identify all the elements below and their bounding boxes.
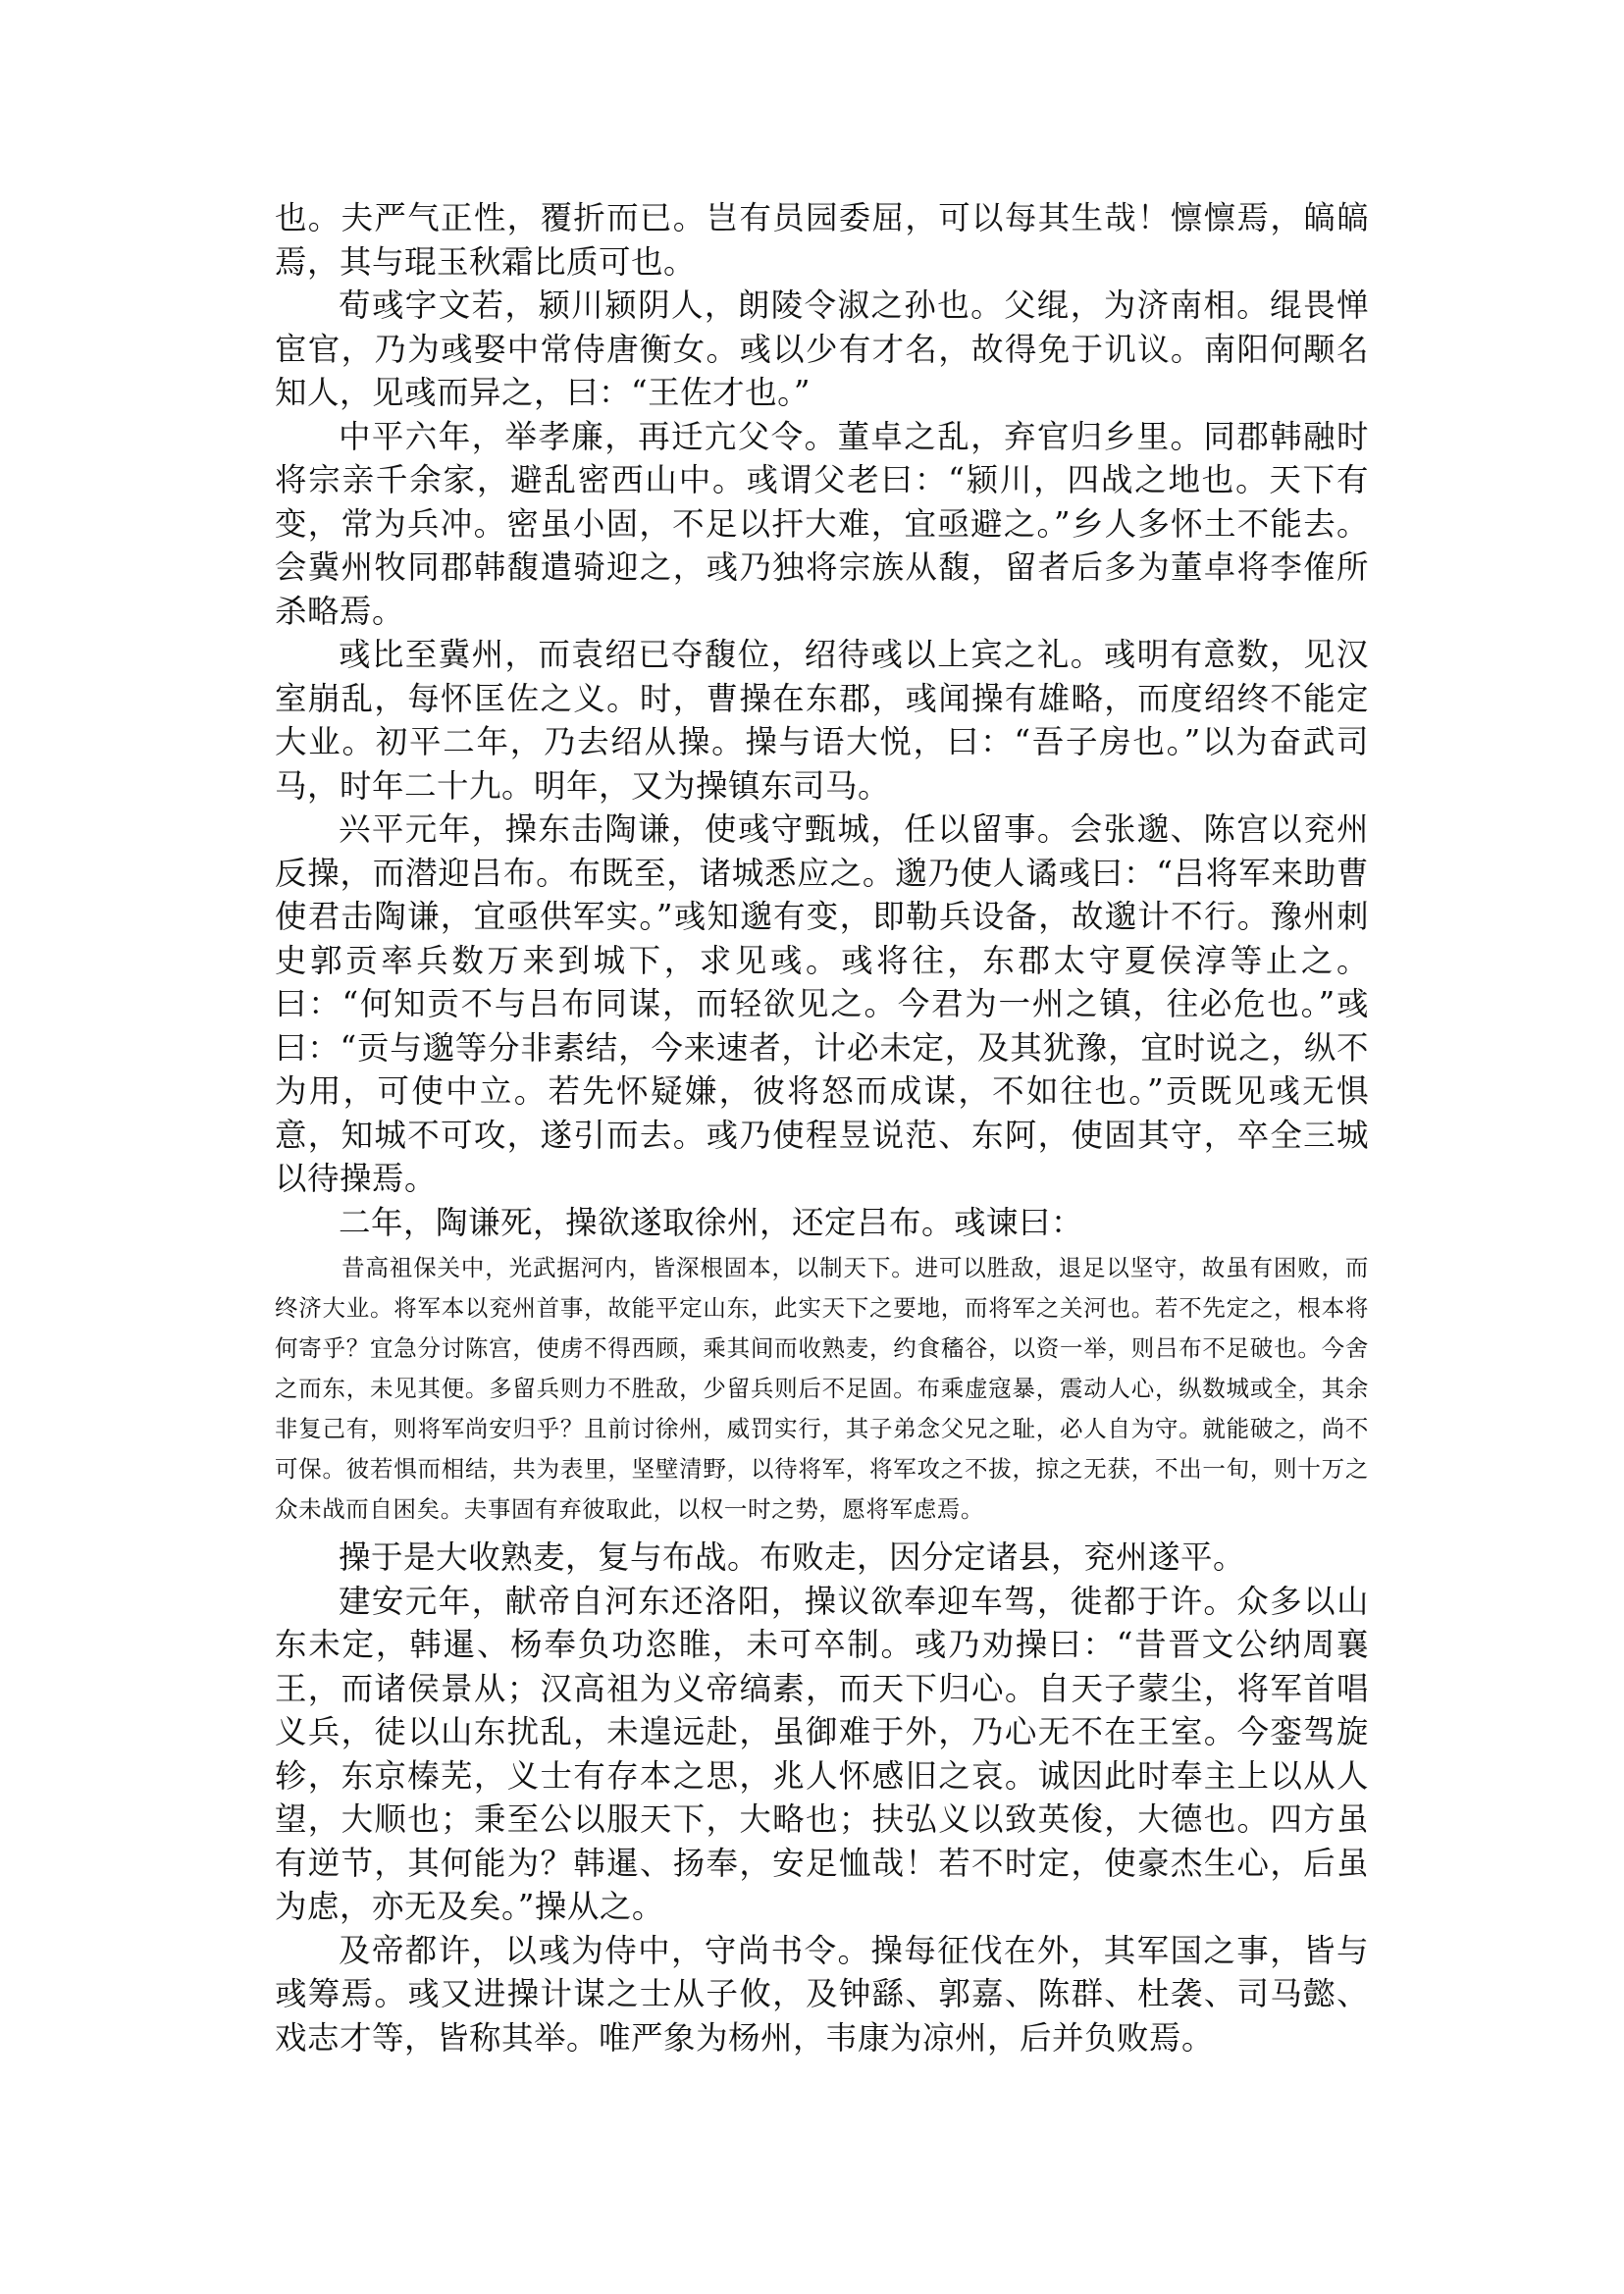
document-page (275, 196, 1369, 2059)
paragraph-harvest: 操于是大收熟麦，复与布战。布败走，因分定诸县，兖州遂平。 (339, 1538, 1246, 1576)
paragraph-continuation: 也。夫严气正性，覆折而已。岂有员园委屈，可以每其生哉！懔懔焉，皜皜焉，其与琨玉秋霜比质可也。 (275, 199, 1369, 281)
paragraph-jizhou: 彧比至冀州，而袁绍已夺馥位，绍待彧以上宾之礼。彧明有意数，见汉室崩乱，每怀匡佐之义。时，曹操在东郡，彧闻操有雄略，而度绍终不能定大业。初平二年，乃去绍从操。操与语大悦，曰：“吾子房也。”以为奋武司马，时年二十九。明年，又为操镇东司马。 (275, 636, 1369, 805)
paragraph-second-year: 二年，陶谦死，操欲遂取徐州，还定吕布。彧谏曰： (339, 1203, 1084, 1241)
block-quote-remonstrance: 昔高祖保关中，光武据河内，皆深根固本，以制天下。进可以胜敌，退足以坚守，故虽有困败，而终济大业。将军本以兖州首事，故能平定山东，此实天下之要地，而将军之关河也。若不先定之，根本将何寄乎？宜急分讨陈宫，使虏不得西顾，乘其间而收熟麦，约食稸谷，以资一举，则吕布不足破也。今舍之而东，未见其便。多留兵则力不胜敌，少留兵则后不足固。布乘虚寇暴，震动人心，纵数城或全，其余非复己有，则将军尚安归乎？且前讨徐州，威罚实行，其子弟念父兄之耻，必人自为守。就能破之，尚不可保。彼若惧而相结，共为表里，坚壁清野，以待将军，将军攻之不拔，掠之无获，不出一旬，则十万之众未战而自困矣。夫事固有弃彼取此，以权一时之势，愿将军虑焉。 (275, 1254, 1369, 1523)
paragraph-xun-yu-intro: 荀彧字文若，颍川颍阴人，朗陵令淑之孙也。父绲，为济南相。绲畏惮宦官，乃为彧娶中常侍唐衡女。彧以少有才名，故得免于讥议。南阳何颙名知人，见彧而异之，曰：“王佐才也。” (275, 287, 1369, 411)
paragraph-xingping: 兴平元年，操东击陶谦，使彧守甄城，任以留事。会张邈、陈宫以兖州反操，而潜迎吕布。布既至，诸城悉应之。邈乃使人谲彧曰：“吕将军来助曹使君击陶谦，宜亟供军实。”彧知邈有变，即勒兵设备，故邈计不行。豫州刺史郭贡率兵数万来到城下，求见彧。彧将往，东郡太守夏侯淳等止之。曰：“何知贡不与吕布同谋，而轻欲见之。今君为一州之镇，往必危也。”彧曰：“贡与邈等分非素结，今来速者，计必未定，及其犹豫，宜时说之，纵不为用，可使中立。若先怀疑嫌，彼将怒而成谋，不如往也。”贡既见彧无惧意，知城不可攻，遂引而去。彧乃使程昱说范、东阿，使固其守，卒全三城以待操焉。 (275, 810, 1369, 1197)
paragraph-capital-xu: 及帝都许，以彧为侍中，守尚书令。操每征伐在外，其军国之事，皆与彧筹焉。彧又进操计谋之士从子攸，及钟繇、郭嘉、陈群、杜袭、司马懿、戏志才等，皆称其举。唯严象为杨州，韦康为凉州，后并负败焉。 (275, 1931, 1369, 2057)
paragraph-zhongping: 中平六年，举孝廉，再迁亢父令。董卓之乱，弃官归乡里。同郡韩融时将宗亲千余家，避乱密西山中。彧谓父老曰：“颍川，四战之地也。天下有变，常为兵冲。密虽小固，不足以扞大难，宜亟避之。”乡人多怀土不能去。会冀州牧同郡韩馥遣骑迎之，彧乃独将宗族从馥，留者后多为董卓将李傕所杀略焉。 (275, 417, 1369, 630)
paragraph-jian-an: 建安元年，献帝自河东还洛阳，操议欲奉迎车驾，徙都于许。众多以山东未定，韩暹、杨奉负功恣睢，未可卒制。彧乃劝操曰：“昔晋文公纳周襄王，而诸侯景从；汉高祖为义帝缟素，而天下归心。自天子蒙尘，将军首唱义兵，徒以山东扰乱，未遑远赴，虽御难于外，乃心无不在王室。今銮驾旋轸，东京榛芜，义士有存本之思，兆人怀感旧之哀。诚因此时奉主上以从人望，大顺也；秉至公以服天下，大略也；扶弘义以致英俊，大德也。四方虽有逆节，其何能为？韩暹、扬奉，安足恤哉！若不时定，使豪杰生心，后虽为虑，亦无及矣。”操从之。 (275, 1582, 1369, 1925)
